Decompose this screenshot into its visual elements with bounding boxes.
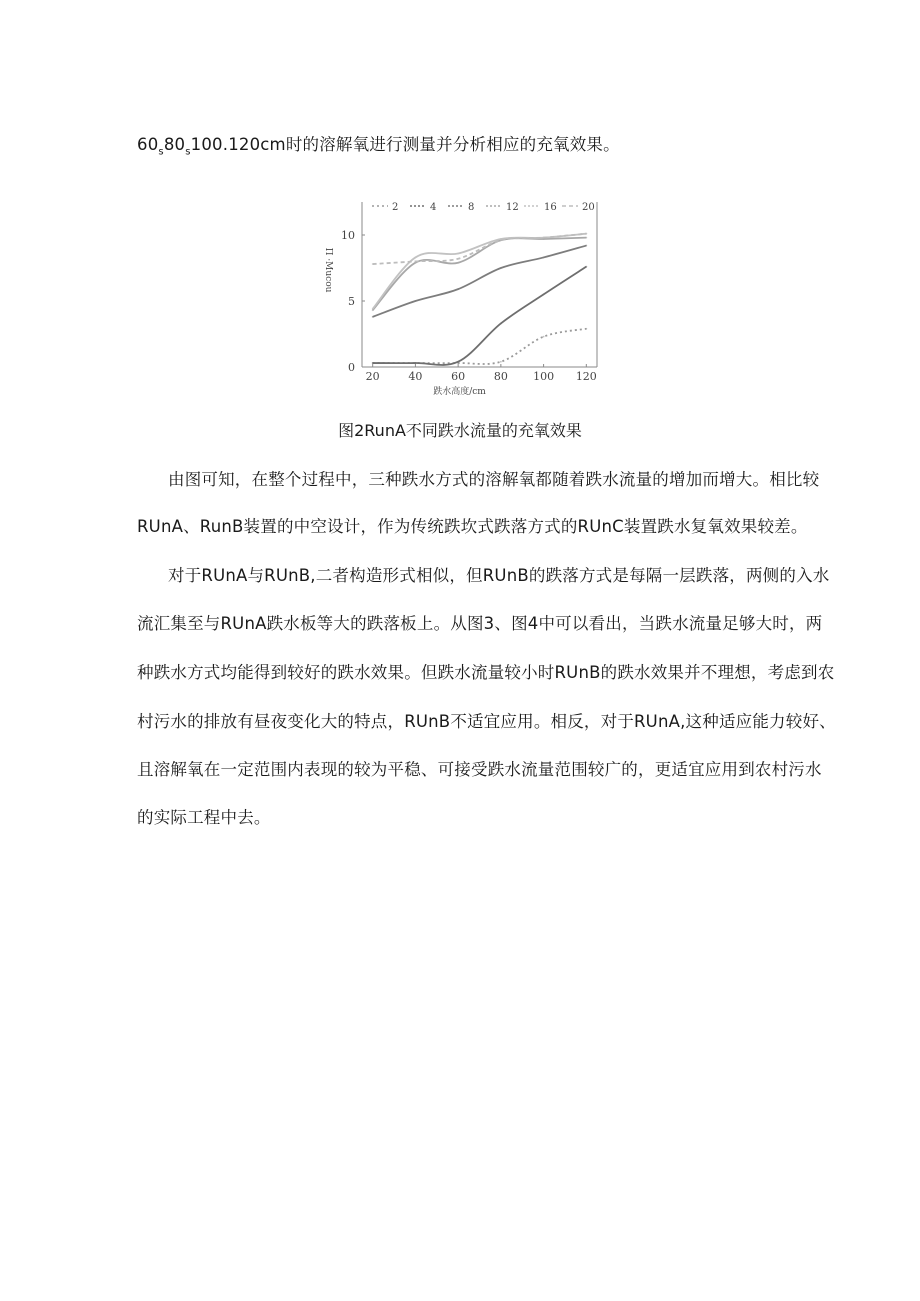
data-point-20 [500,239,502,241]
para2-line1: 对于RUnA与RUnB,二者构造形式相似，但RUnB的跌落方式是每隔一层跌落，两侧的入水 [168,566,830,585]
series-line-2 [373,329,587,364]
para2-line3: 种跌水方式均能得到较好的跌水效果。但跌水流量较小时RUnB的跌水效果并不理想，考虑到农 [137,663,835,682]
para2-line6: 的实际工程中去。 [137,808,271,827]
y-tick-label: 0 [348,361,355,374]
intro-value-80: 80 [163,135,186,154]
series-line-12 [373,238,587,311]
intro-subscript: s [185,146,191,158]
intro-subscript: s [158,146,164,158]
para2-line2: 流汇集至与RUnA跌水板等大的跌落板上。从图3、图4中可以看出，当跌水流量足够大时，两 [137,614,823,633]
x-tick-label: 120 [575,370,597,383]
y-tick-label: 10 [341,229,355,242]
data-point-8 [372,316,374,318]
legend-label-4: 4 [430,202,437,213]
y-axis-label: Π ·Mucou [323,247,333,293]
data-point-16 [372,308,374,310]
data-point-20 [372,263,374,265]
x-tick-label: 20 [365,370,380,383]
x-axis-label: 跌水高度/cm [433,387,486,397]
para1-line1: 由图可知，在整个过程中，三种跌水方式的溶解氧都随着跌水流量的增加而增大。相比较 [168,470,820,489]
do-chart [320,190,605,405]
data-point-16 [457,253,459,255]
legend-label-12: 12 [506,202,519,213]
data-point-2 [543,336,545,338]
series-line-4 [373,267,587,365]
data-point-20 [543,237,545,239]
legend-label-8: 8 [468,202,475,213]
data-point-20 [457,258,459,260]
x-tick-label: 40 [408,370,423,383]
intro-value-60: 60 [137,135,159,154]
x-tick-label: 60 [451,370,466,383]
data-point-8 [457,288,459,290]
data-point-8 [500,267,502,269]
do-chart-svg [320,190,605,405]
data-point-8 [543,257,545,259]
data-point-20 [585,233,587,235]
para2-line4: 村污水的排放有昼夜变化大的特点，RUnB不适宜应用。相反，对于RUnA,这种适应能力较好、 [137,712,836,731]
data-point-4 [372,362,374,364]
y-tick-label: 5 [348,295,355,308]
legend-label-2: 2 [392,202,399,213]
data-point-12 [457,262,459,264]
data-point-4 [585,266,587,268]
data-point-4 [543,294,545,296]
data-point-4 [415,362,417,364]
series-line-8 [373,246,587,317]
para2-line5: 且溶解氧在一定范围内表现的较为平稳、可接受跌水流量范围较广的，更适宜应用到农村污水 [137,760,822,779]
data-point-12 [585,237,587,239]
legend-label-20: 20 [582,202,595,213]
data-point-8 [415,300,417,302]
figure-caption: 图2RunA不同跌水流量的充氧效果 [338,421,582,440]
data-point-4 [500,323,502,325]
intro-line [137,135,620,162]
data-point-16 [415,257,417,259]
para1-line2: RUnA、RunB装置的中空设计，作为传统跌坎式跌落方式的RUnC装置跌水复氧效果较差。 [137,517,808,536]
data-point-2 [500,361,502,363]
x-tick-label: 100 [533,370,555,383]
x-tick-label: 80 [493,370,508,383]
intro-text: 100.120cm时的溶解氧进行测量并分析相应的充氧效果。 [190,135,620,154]
legend-label-16: 16 [544,202,557,213]
data-point-4 [457,361,459,363]
data-point-2 [585,328,587,330]
data-point-20 [415,261,417,263]
data-point-8 [585,245,587,247]
